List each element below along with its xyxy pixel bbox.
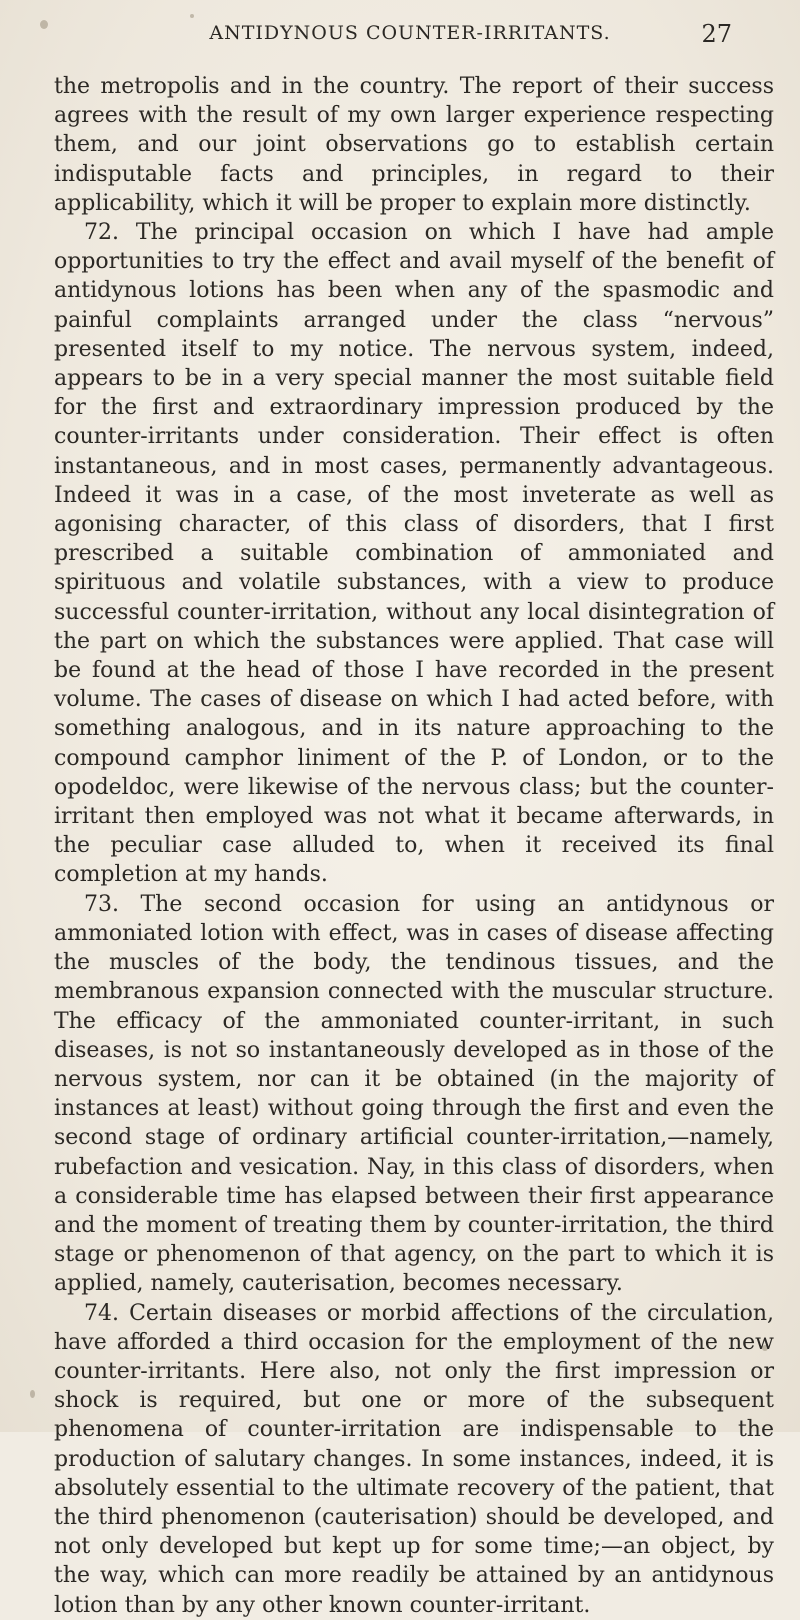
paragraph-74: 74. Certain diseases or morbid affections of the circulation, have afforded a third occasion for the employment of the new counter-irritants. Here also, not only the first impression or shock is required, but one or more of the subsequent phenomena of counter-irritation are indispensable to the production of salutary changes. In some instances, indeed, it is absolutely essential to the ultimate recovery of the patient, that the third phenomenon (cauterisation) should be developed, and not only developed but kept up for some time;—an object, by the way, which can more readily be attained by an antidynous lotion than by any other known counter-irritant. bbox=[54, 1300, 774, 1618]
paper-speck bbox=[40, 20, 48, 29]
page-number: 27 bbox=[701, 20, 732, 48]
running-header bbox=[60, 16, 760, 56]
paragraph-continued: the metropolis and in the country. The report of their success agrees with the result of my own larger experience respecting them, and our joint observations go to establish certain indisputable facts and principles, in regard to their applicability, which it will be proper to explain more distinctly. bbox=[54, 74, 774, 216]
body-text bbox=[54, 72, 774, 1620]
paragraph-73: 73. The second occasion for using an antidynous or ammoniated lotion with effect, was in cases of disease affecting the muscles of the body, the tendinous tissues, and the membranous expansion connected with the muscular structure. The efficacy of the ammoniated counter-irritant, in such diseases, is not so instantaneously developed as in those of the nervous system, nor can it be obtained (in the majority of instances at least) without going through the first and even the second stage of ordinary artificial counter-irritation,—namely, rubefaction and vesication. Nay, in this class of disorders, when a considerable time has elapsed between their first appearance and the moment of treating them by counter-irritation, the third stage or phenomenon of that agency, on the part to which it is applied, namely, cauterisation, becomes necessary. bbox=[54, 891, 774, 1297]
running-title: ANTIDYNOUS COUNTER-IRRITANTS. bbox=[209, 22, 611, 44]
paper-speck bbox=[30, 1390, 35, 1398]
paragraph-72: 72. The principal occasion on which I have had ample opportunities to try the effect and avail myself of the benefit of antidynous lotions has been when any of the spasmodic and painful complaints arranged under the class “nervous” presented itself to my notice. The nervous system, indeed, appears to be in a very special manner the most suitable field for the first and extraordinary impression produced by the counter-irritants under consideration. Their effect is often instantaneous, and in most cases, permanently advantageous. Indeed it was in a case, of the most inveterate as well as agonising character, of this class of disorders, that I first prescribed a suitable combination of ammoniated and spirituous and volatile substances, with a view to produce successful counter-irritation, without any local disintegration of the part on which the substances were applied. That case will be found at the head of those I have recorded in the present volume. The cases of disease on which I had acted before, with something analogous, and in its nature approaching to the compound camphor liniment of the P. of London, or to the opodeldoc, were likewise of the nervous class; but the counter-irritant then employed was not what it became afterwards, in the peculiar case alluded to, when it received its final completion at my hands. bbox=[54, 220, 774, 888]
